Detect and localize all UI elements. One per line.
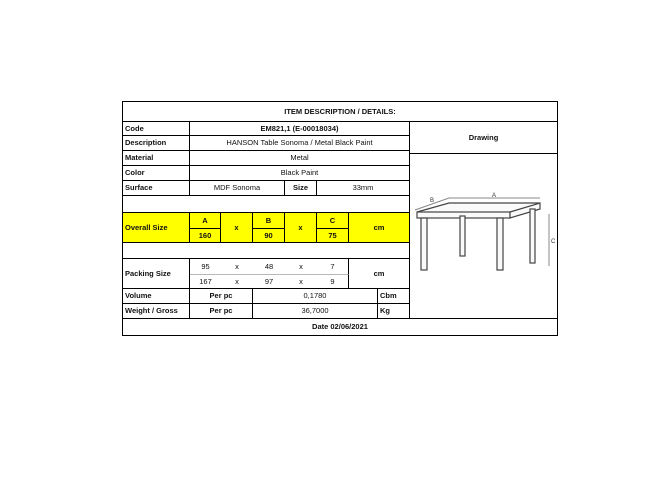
packing-size-unit: cm: [349, 259, 410, 289]
spacer-row: [123, 243, 410, 259]
overall-size-separator: x: [285, 213, 317, 243]
overall-size-unit: cm: [349, 213, 410, 243]
overall-size-label: Overall Size: [123, 213, 190, 243]
weight-unit: Kg: [378, 304, 410, 319]
dimension-label-c: C: [551, 239, 556, 245]
description-label: Description: [123, 136, 190, 151]
sheet-title: ITEM DESCRIPTION / DETAILS:: [123, 102, 557, 122]
volume-value: 0,1780: [253, 289, 378, 304]
color-label: Color: [123, 166, 190, 181]
packing-row2-separator: x: [285, 274, 317, 289]
overall-size-value-b: 90: [253, 228, 285, 243]
weight-value: 36,7000: [253, 304, 378, 319]
packing-row1-c: 7: [317, 259, 349, 274]
drawing-label: Drawing: [410, 122, 557, 154]
material-value: Metal: [190, 151, 410, 166]
code-label: Code: [123, 122, 190, 136]
surface-value: MDF Sonoma: [190, 181, 285, 196]
size-label: Size: [285, 181, 317, 196]
weight-label: Weight / Gross: [123, 304, 190, 319]
overall-size-separator: x: [221, 213, 253, 243]
spacer-row: [123, 196, 410, 213]
material-label: Material: [123, 151, 190, 166]
date-text: Date 02/06/2021: [312, 322, 368, 332]
overall-size-value-c: 75: [317, 228, 349, 243]
packing-size-label: Packing Size: [123, 259, 190, 289]
surface-label: Surface: [123, 181, 190, 196]
packing-row2-a: 167: [190, 274, 221, 289]
volume-per: Per pc: [190, 289, 253, 304]
dimension-label-a: A: [492, 193, 497, 199]
packing-row1-separator: x: [299, 261, 303, 271]
dimension-label-b: B: [430, 198, 435, 204]
code-value: EM821,1 (E-00018034): [190, 122, 410, 136]
overall-size-header-a: A: [190, 213, 221, 228]
packing-row1-a: 95: [201, 261, 210, 271]
color-value: Black Paint: [190, 166, 410, 181]
packing-row2-b: 97: [253, 274, 285, 289]
table-drawing: [412, 188, 557, 298]
description-value: HANSON Table Sonoma / Metal Black Paint: [190, 136, 410, 151]
packing-row1-b: 48: [264, 261, 274, 271]
volume-label: Volume: [123, 289, 190, 304]
packing-row2-separator: x: [221, 274, 253, 289]
packing-row2-c: 9: [317, 274, 349, 289]
overall-size-value-a: 160: [190, 228, 221, 243]
weight-per: Per pc: [190, 304, 253, 319]
size-value: 33mm: [317, 181, 410, 196]
packing-row1-separator: x: [235, 261, 239, 271]
overall-size-header-c: C: [317, 213, 349, 228]
volume-unit: Cbm: [378, 289, 410, 304]
overall-size-header-b: B: [253, 213, 285, 228]
